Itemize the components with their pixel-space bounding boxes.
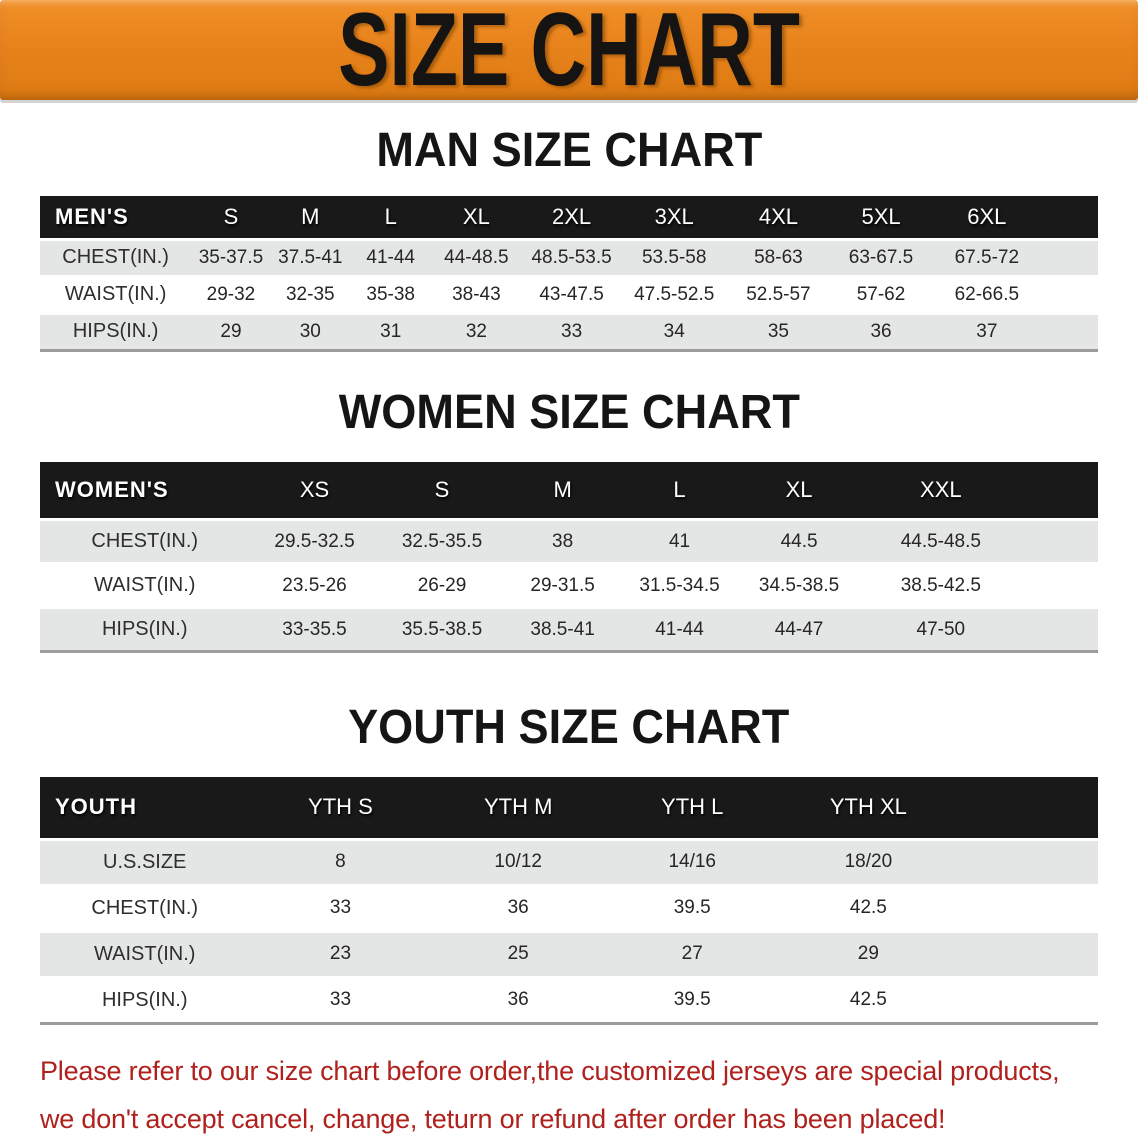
size-value: 57-62	[830, 276, 932, 313]
measurement-row	[40, 564, 1098, 608]
filler-cell	[1022, 462, 1098, 520]
table-header-row	[40, 777, 1098, 839]
disclaimer-line-2: we don't accept cancel, change, teturn or refund after order has been placed!	[40, 1103, 946, 1134]
size-value: 34.5-38.5	[738, 564, 860, 608]
measurement-row	[40, 608, 1098, 652]
size-column-header: YTH L	[661, 794, 724, 820]
table-header-row	[40, 462, 1098, 520]
filler-cell	[957, 777, 1098, 839]
size-table-youth	[40, 777, 1098, 1025]
size-value: 37.5-41	[271, 239, 350, 276]
size-chart-banner	[0, 0, 1138, 108]
filler-cell	[1042, 276, 1098, 313]
measurement-label: WAIST(IN.)	[40, 564, 249, 608]
filler-cell	[1022, 564, 1098, 608]
size-value: 42.5	[780, 885, 958, 931]
size-value: 44.5	[738, 520, 860, 564]
filler-cell	[957, 977, 1098, 1023]
size-value: 29	[191, 313, 270, 350]
measurement-row	[40, 977, 1098, 1023]
measurement-row	[40, 885, 1098, 931]
size-value: 36	[431, 977, 605, 1023]
size-value: 47.5-52.5	[622, 276, 727, 313]
size-column-header: YTH M	[483, 794, 553, 820]
size-value: 30	[271, 313, 350, 350]
size-value: 29-31.5	[504, 564, 620, 608]
measurement-label: HIPS(IN.)	[40, 608, 249, 652]
size-value: 29-32	[191, 276, 270, 313]
measurement-row	[40, 276, 1098, 313]
filler-cell	[1022, 520, 1098, 564]
size-column-header: S	[434, 476, 450, 502]
filler-cell	[1042, 196, 1098, 239]
size-value: 41-44	[621, 608, 738, 652]
size-column-header: YTH S	[308, 794, 373, 820]
size-value: 63-67.5	[830, 239, 932, 276]
size-column-header: L	[673, 476, 686, 502]
measurement-label: HIPS(IN.)	[40, 313, 191, 350]
size-value: 32-35	[271, 276, 350, 313]
size-column-header: XS	[299, 476, 330, 502]
disclaimer	[40, 1047, 1108, 1143]
size-column-header: M	[301, 203, 320, 229]
size-column-header: S	[223, 203, 239, 229]
size-value: 23.5-26	[249, 564, 379, 608]
size-table-women	[40, 462, 1098, 654]
size-column-header: 2XL	[552, 203, 592, 229]
table-header-row	[40, 196, 1098, 239]
size-value: 18/20	[780, 839, 958, 885]
size-value: 37	[932, 313, 1042, 350]
size-value: 33	[521, 313, 622, 350]
filler-cell	[1022, 608, 1098, 652]
measurement-row	[40, 520, 1098, 564]
size-value: 29.5-32.5	[249, 520, 379, 564]
size-value: 53.5-58	[622, 239, 727, 276]
measurement-label: WAIST(IN.)	[40, 276, 191, 313]
size-value: 35	[727, 313, 831, 350]
size-value: 31	[350, 313, 431, 350]
size-value: 44-47	[738, 608, 860, 652]
size-column-header: XL	[462, 203, 490, 229]
size-value: 34	[622, 313, 727, 350]
group-label: WOMEN'S	[55, 476, 169, 502]
size-column-header: 5XL	[861, 203, 901, 229]
filler-cell	[1042, 313, 1098, 350]
size-value: 44-48.5	[431, 239, 521, 276]
size-value: 48.5-53.5	[521, 239, 622, 276]
size-column-header: XL	[785, 476, 813, 502]
size-chart-sections	[0, 126, 1138, 1025]
size-value: 33-35.5	[249, 608, 379, 652]
size-value: 25	[431, 931, 605, 977]
size-value: 27	[605, 931, 780, 977]
measurement-row	[40, 839, 1098, 885]
section-heading-text: YOUTH SIZE CHART	[348, 701, 790, 754]
disclaimer-line-1: Please refer to our size chart before order,the customized jerseys are special products,	[40, 1055, 1060, 1086]
section-heading-text: WOMEN SIZE CHART	[338, 385, 800, 439]
size-value: 14/16	[605, 839, 780, 885]
size-value: 38.5-42.5	[860, 564, 1022, 608]
size-value: 67.5-72	[932, 239, 1042, 276]
group-label: MEN'S	[55, 203, 129, 229]
measurement-row	[40, 239, 1098, 276]
size-column-header: 3XL	[654, 203, 694, 229]
size-value: 26-29	[380, 564, 505, 608]
size-value: 10/12	[431, 839, 605, 885]
size-value: 35-38	[350, 276, 431, 313]
filler-cell	[957, 931, 1098, 977]
size-value: 44.5-48.5	[860, 520, 1022, 564]
size-value: 62-66.5	[932, 276, 1042, 313]
size-column-header: L	[384, 203, 397, 229]
size-value: 39.5	[605, 977, 780, 1023]
size-value: 42.5	[780, 977, 958, 1023]
size-value: 32	[431, 313, 521, 350]
measurement-row	[40, 313, 1098, 350]
filler-cell	[957, 839, 1098, 885]
size-value: 35.5-38.5	[380, 608, 505, 652]
measurement-label: CHEST(IN.)	[40, 520, 249, 564]
size-column-header: 4XL	[758, 203, 798, 229]
size-value: 36	[830, 313, 932, 350]
size-value: 23	[249, 931, 431, 977]
banner-title: SIZE CHART	[338, 0, 800, 108]
size-value: 33	[249, 977, 431, 1023]
section-heading-youth	[0, 703, 1138, 753]
size-value: 36	[431, 885, 605, 931]
measurement-label: WAIST(IN.)	[40, 931, 249, 977]
size-value: 29	[780, 931, 958, 977]
size-column-header: XXL	[920, 476, 962, 502]
size-column-header: 6XL	[967, 203, 1007, 229]
group-label: YOUTH	[55, 794, 137, 820]
filler-cell	[1042, 239, 1098, 276]
size-value: 38	[504, 520, 620, 564]
size-column-header: M	[553, 476, 572, 502]
size-value: 31.5-34.5	[621, 564, 738, 608]
measurement-row	[40, 931, 1098, 977]
measurement-label: CHEST(IN.)	[40, 239, 191, 276]
size-column-header: YTH XL	[829, 794, 907, 820]
size-value: 8	[249, 839, 431, 885]
size-value: 35-37.5	[191, 239, 270, 276]
section-heading-men	[0, 126, 1138, 176]
size-value: 38-43	[431, 276, 521, 313]
measurement-label: HIPS(IN.)	[40, 977, 249, 1023]
measurement-label: CHEST(IN.)	[40, 885, 249, 931]
size-table-men	[40, 196, 1098, 352]
size-value: 41	[621, 520, 738, 564]
size-value: 39.5	[605, 885, 780, 931]
size-value: 32.5-35.5	[380, 520, 505, 564]
filler-cell	[957, 885, 1098, 931]
size-value: 47-50	[860, 608, 1022, 652]
size-value: 38.5-41	[504, 608, 620, 652]
size-value: 58-63	[727, 239, 831, 276]
section-heading-text: MAN SIZE CHART	[375, 124, 763, 177]
size-value: 41-44	[350, 239, 431, 276]
measurement-label: U.S.SIZE	[40, 839, 249, 885]
size-value: 43-47.5	[521, 276, 622, 313]
section-heading-women	[0, 385, 1138, 439]
size-value: 33	[249, 885, 431, 931]
size-value: 52.5-57	[727, 276, 831, 313]
